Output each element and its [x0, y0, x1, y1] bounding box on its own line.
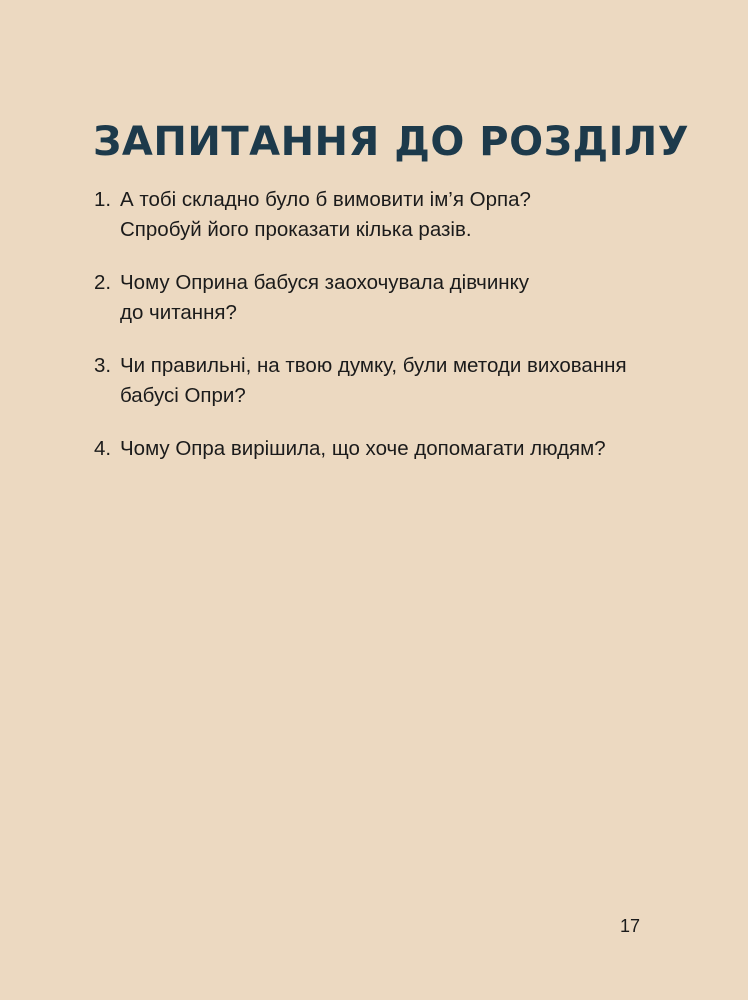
question-item [94, 185, 694, 245]
question-text: Чи правильні, на твою думку, були методи виховання бабусі Опри? [120, 354, 627, 407]
page-title: ЗАПИТАННЯ ДО РОЗДІЛУ [93, 119, 690, 165]
question-text: Чому Опра вирішила, що хоче допомагати людям? [120, 437, 606, 460]
question-item [94, 434, 694, 464]
question-text: Чому Оприна бабуся заохочувала дівчинку до читання? [120, 271, 530, 324]
question-number: 3. [94, 354, 112, 377]
question-number: 4. [94, 437, 112, 460]
questions-list [94, 185, 694, 487]
question-text: А тобі складно було б вимовити ім’я Орпа? Спробуй його проказати кілька разів. [120, 188, 531, 241]
question-number: 1. [94, 188, 112, 211]
question-number: 2. [94, 271, 112, 294]
page-number: 17 [620, 916, 641, 936]
question-item [94, 351, 694, 411]
question-item [94, 268, 694, 328]
